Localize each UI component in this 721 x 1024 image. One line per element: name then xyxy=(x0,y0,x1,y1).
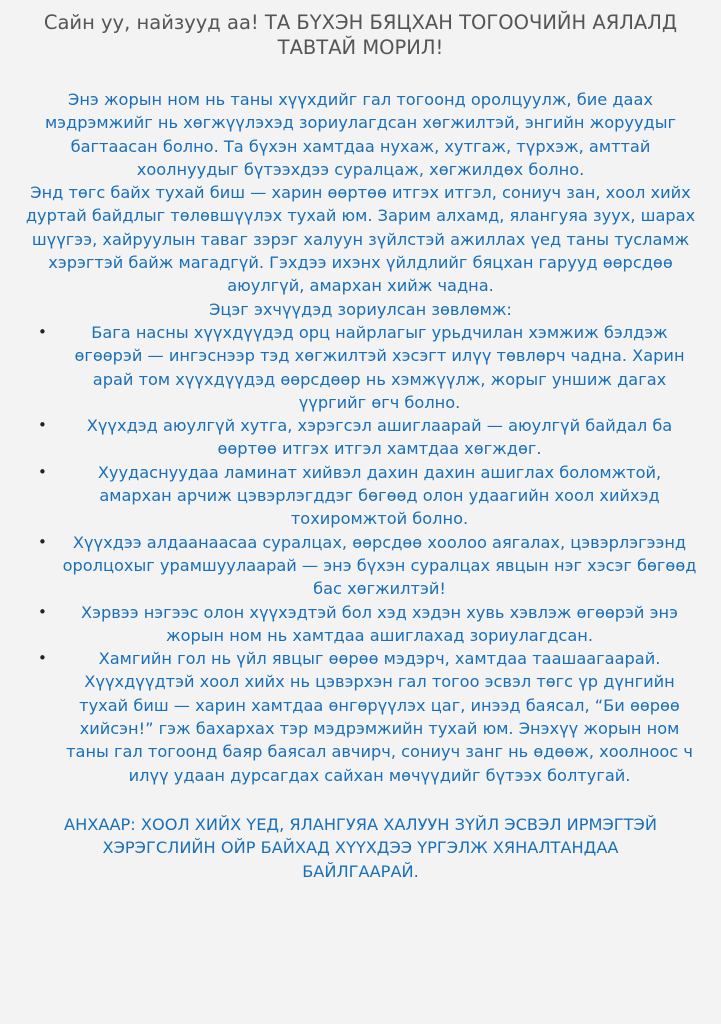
list-item xyxy=(38,647,697,787)
page-title: Сайн уу, найзууд аа! ТА БҮХЭН БЯЦХАН ТОГООЧИЙН АЯЛАЛД ТАВТАЙ МОРИЛ! xyxy=(43,11,678,59)
body-text xyxy=(24,88,697,787)
list-item xyxy=(38,461,697,531)
tips-list xyxy=(24,321,697,787)
bullet-icon: • xyxy=(38,462,47,481)
bullet-icon: • xyxy=(38,322,47,341)
tip-text: Хуудаснуудаа ламинат хийвэл дахин дахин ашиглах боломжтой, амархан арчиж цэвэрлэгддэг бөгөөд олон удаагийн хоол хийхэд тохиромжтой болно. xyxy=(97,462,662,529)
bullet-icon: • xyxy=(38,649,47,668)
tip-text: Хүүхдэд аюулгүй хутга, хэрэгсэл ашиглаарай — аюулгүй байдал ба өөртөө итгэх итгэл хамтдаа хөгждөг. xyxy=(86,416,673,459)
list-item xyxy=(38,414,697,461)
tip-text: Хүүхдээ алдаанаасаа суралцах, өөрсдөө хоолоо аягалах, цэвэрлэгээнд оролцохыг урамшуулаарай — энэ бүхэн суралцах явцын нэг хэсэг бөгөөд бас хөгжилтэй! xyxy=(62,532,697,599)
bullet-icon: • xyxy=(38,416,47,435)
warning-text: АНХААР: ХООЛ ХИЙХ ҮЕД, ЯЛАНГУЯА ХАЛУУН ЗҮЙЛ ЭСВЭЛ ИРМЭГТЭЙ ХЭРЭГСЛИЙН ОЙР БАЙХАД ХҮҮХДЭЭ ҮРГЭЛЖ ХЯНАЛТАНДАА БАЙЛГААРАЙ. xyxy=(64,814,657,881)
tip-text: Хэрвээ нэгээс олон хүүхэдтэй бол хэд хэдэн хувь хэвлэж өгөөрэй энэ жорын ном нь хамтдаа ашиглахад зориулагдсан. xyxy=(81,602,678,645)
tips-heading: Эцэг эхчүүдэд зориулсан зөвлөмж: xyxy=(209,299,512,319)
list-item xyxy=(38,321,697,414)
bullet-icon: • xyxy=(38,532,47,551)
intro-paragraph: Энэ жорын ном нь таны хүүхдийг гал тогоонд оролцуулж, бие даах мэдрэмжийг нь хөгжүүлэхэд зориулагдсан хөгжилтэй, энгийн жоруудыг багтаасан болно. Та бүхэн хамтдаа нухаж, хутгаж, түрхэж, амттай хоолнуудыг бүтээхдээ суралцаж, хөгжилдөх болно. xyxy=(44,90,677,179)
list-item xyxy=(38,531,697,601)
tip-text: Бага насны хүүхдүүдэд орц найрлагыг урьдчилан хэмжиж бэлдэж өгөөрэй — ингэснээр тэд хөгжилтэй хэсэгт илүү төвлөрч чадна. Харин арай том хүүхдүүдэд өөрсдөөр нь хэмжүүлж, жорыг уншиж дагах үүргийг өгч болно. xyxy=(74,322,685,412)
safety-paragraph: Энд төгс байх тухай биш — харин өөртөө итгэх итгэл, сониуч зан, хоол хийх дуртай байдлыг төлөвшүүлэх тухай юм. Зарим алхамд, ялангуяа зуух, шарах шүүгээ, хайруулын таваг зэрэг халуун зүйлстэй ажиллах үед таны тусламж хэрэгтэй байж магадгүй. Гэхдээ ихэнх үйлдлийг бяцхан гарууд өөрсдөө аюулгүй, амархан хийж чадна. xyxy=(25,183,696,296)
bullet-icon: • xyxy=(38,602,47,621)
list-item xyxy=(38,601,697,648)
tip-text: Хамгийн гол нь үйл явцыг өөрөө мэдэрч, хамтдаа таашаагаарай. Хүүхдүүдтэй хоол хийх нь цэвэрхэн гал тогоо эсвэл төгс үр дүнгийн тухай биш — харин хамтдаа өнгөрүүлэх цаг, инээд баясал, “Би өөрөө хийсэн!” гэж бахархах тэр мэдрэмжийн тухай юм. Энэхүү жорын ном таны гал тогоонд баяр баясал авчирч, сониуч занг нь өдөөж, хоолноос ч илүү удаан дурсагдах сайхан мөчүүдийг бүтээх болтугай. xyxy=(66,649,693,785)
